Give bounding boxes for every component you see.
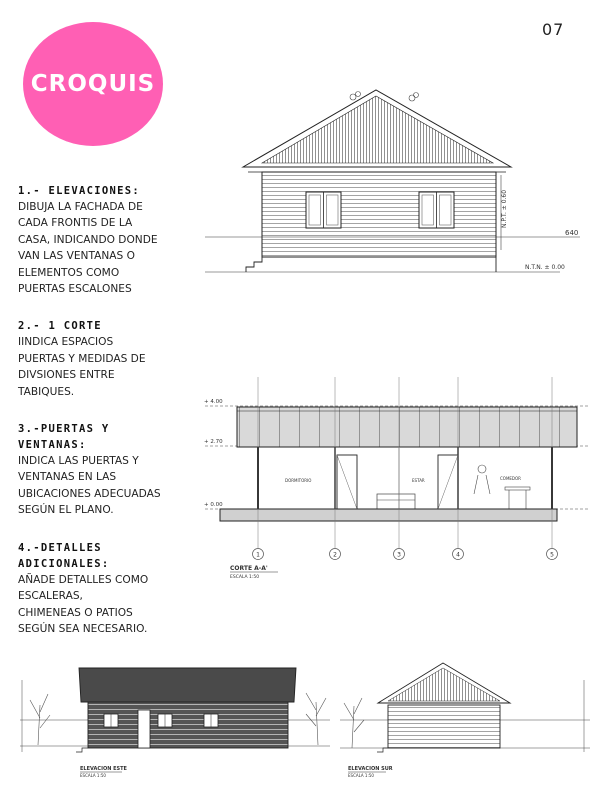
section-scale: ESCALA 1:50 [230,575,260,580]
axis-3 [394,377,405,560]
svg-text:DORMITORIO: DORMITORIO [285,478,312,483]
step-body: AÑADE DETALLES COMO ESCALERAS, CHIMENEAS O PATIOS SEGÚN SEA NECESARIO. [18,573,149,635]
level-label: + 0.00 [204,502,223,508]
section-drawing [204,377,590,580]
height-tag: 640 [565,229,579,237]
person-icon [474,465,490,494]
step-body: DIBUJA LA FACHADA DE CADA FRONTIS DE LA CASA, INDICANDO DONDE VAN LAS VENTANAS O ELEMENTOS COMO PUERTAS ESCALONES [18,201,158,296]
axis-label: 1 [256,551,260,559]
east-elevation-scale: ESCALA 1:50 [80,773,106,778]
page-number: 07 [542,20,565,39]
tree-icon [306,693,326,745]
window-icon [306,192,341,228]
axis-4 [453,377,464,560]
south-elevation-scale: ESCALA 1:50 [348,773,374,778]
step-body: INDICA LAS PUERTAS Y VENTANAS EN LAS UBICACIONES ADECUADAS SEGÚN EL PLANO. [18,455,161,517]
axis-5 [547,377,558,560]
axis-label: 2 [333,551,337,559]
axis-1 [253,377,264,560]
tree-icon [344,698,364,748]
section-title: CORTE A-A' [230,565,268,572]
svg-text:ESTAR: ESTAR [412,478,425,483]
level-label: + 2.70 [204,439,223,445]
step-title: 3.-PUERTAS Y VENTANAS: [18,423,110,452]
south-elevation-drawing [340,663,590,778]
step-title: 2.- 1 CORTE [18,320,102,333]
step-title: 1.- ELEVACIONES: [18,185,140,197]
window-icon [419,192,454,228]
south-elevation-title: ELEVACION SUR [348,766,393,772]
svg-text:N.P.T. ± 0.60: N.P.T. ± 0.60 [501,189,508,228]
axis-2 [330,377,341,560]
level-label: + 4.00 [204,399,223,405]
level-tag: N.T.N. ± 0.00 [525,264,565,271]
east-elevation-title: ELEVACION ESTE [80,766,127,772]
axis-label: 3 [397,551,401,559]
svg-text:COMEDOR: COMEDOR [500,476,521,481]
front-elevation-drawing [205,90,580,272]
axis-label: 5 [550,551,554,559]
east-elevation-drawing [20,668,330,778]
step-title: 4.-DETALLES ADICIONALES: [18,541,110,570]
tree-icon [30,694,50,745]
step-body: IINDICA ESPACIOS PUERTAS Y MEDIDAS DE DIVSIONES ENTRE TABIQUES. [18,336,146,398]
axis-label: 4 [456,551,460,559]
croquis-badge-label: CROQUIS [30,71,156,97]
